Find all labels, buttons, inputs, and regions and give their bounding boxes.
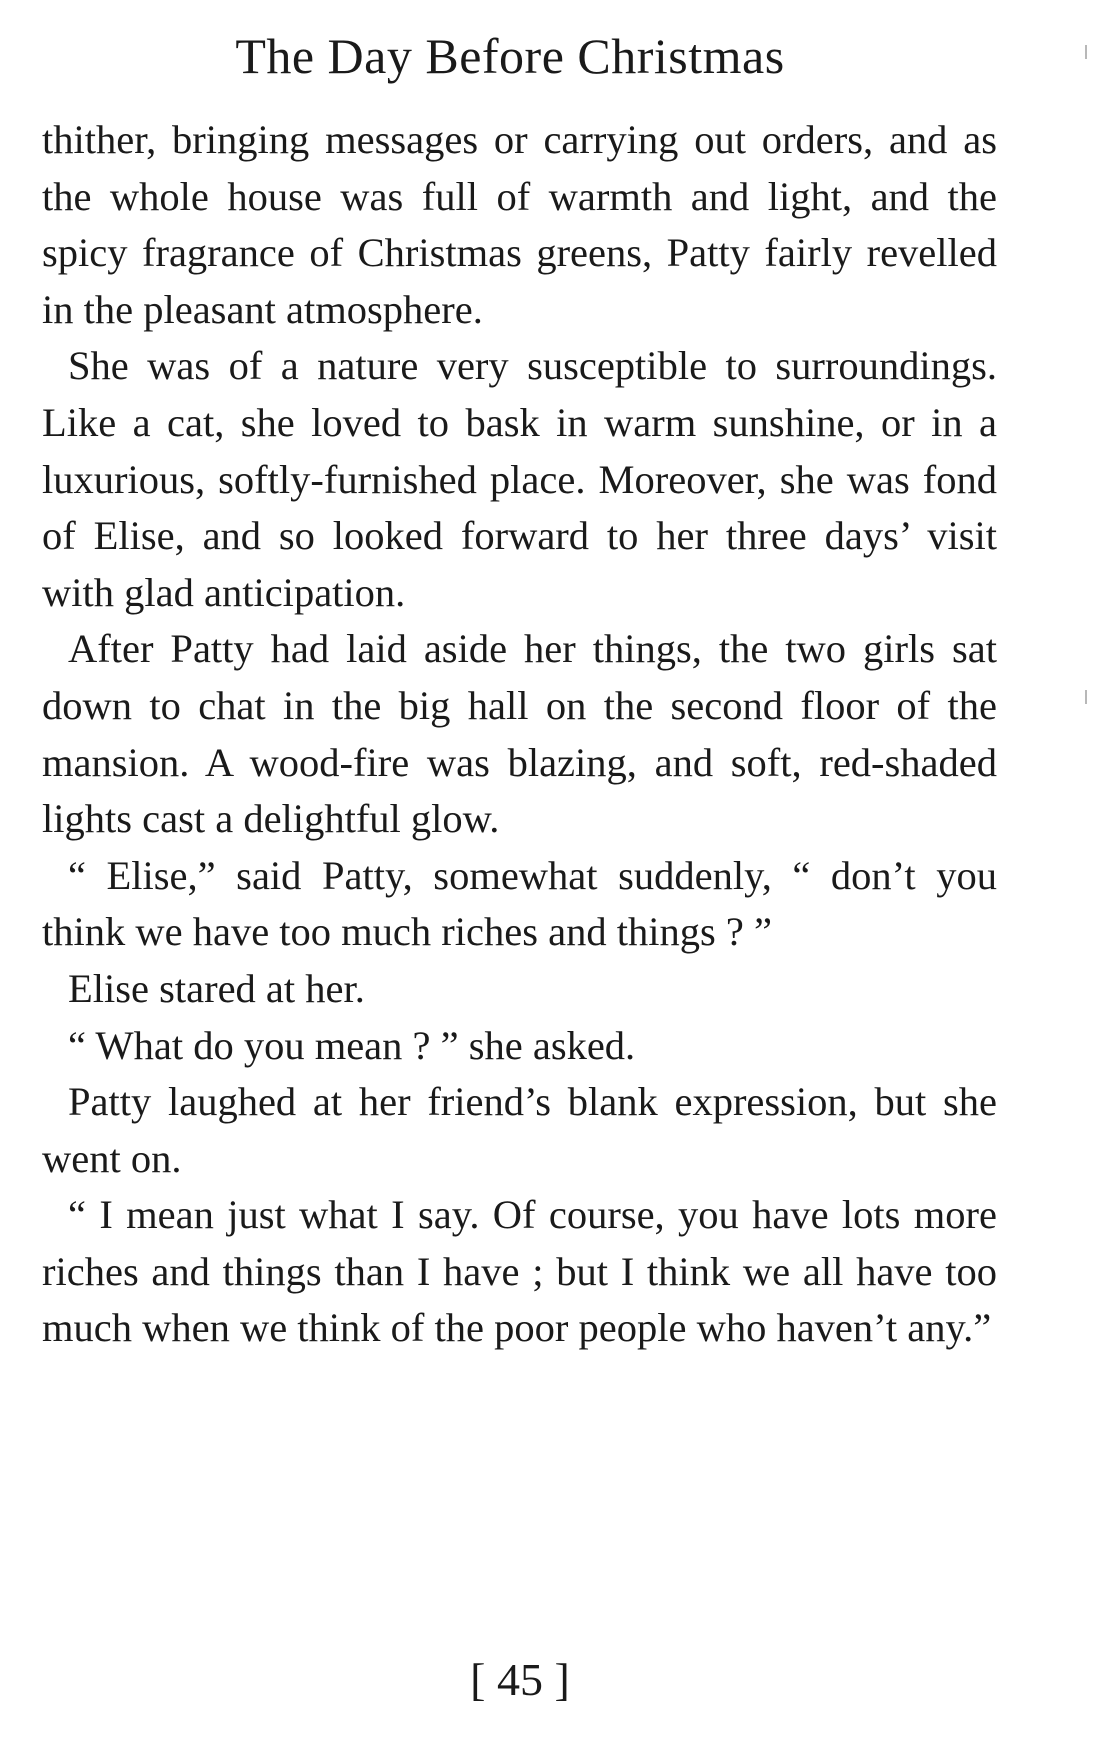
paragraph: “ What do you mean ? ” she asked. — [68, 1022, 636, 1068]
paragraph: Patty laughed at her friend’s blank expression, but she went on. — [42, 1079, 997, 1181]
scan-edge-mark — [1085, 45, 1087, 59]
paragraph: After Patty had laid aside her things, the two girls sat down to chat in the big hall on the second floor of the mansion. A wood-fire was blazing, and soft, red-shaded lights cast a delightful glow. — [42, 626, 997, 842]
paragraph: “ I mean just what I say. Of course, you have lots more riches and things than I have ; but I think we all have too much when we think of the poor people who haven’t any.” — [42, 1192, 997, 1351]
scan-edge-mark — [1085, 690, 1087, 704]
paragraph: She was of a nature very susceptible to surroundings. Like a cat, she loved to bask in warm sunshine, or in a luxurious, softly-furnished place. Moreover, she was fond of Elise, and so looked forward to her three days’ visit with glad anticipation. — [42, 343, 997, 615]
paragraph-continued: thither, bringing messages or carrying out orders, and as the whole house was full of warmth and light, and the spicy fragrance of Christmas greens, Patty fairly revelled in the pleasant atmosphere. — [42, 117, 997, 332]
body-text — [42, 112, 997, 1357]
paragraph: “ Elise,” said Patty, somewhat suddenly, “ don’t you think we have too much riches and things ? ” — [42, 852, 997, 955]
page-number: [ 45 ] — [470, 1654, 570, 1705]
running-head: The Day Before Christmas — [235, 28, 785, 84]
paragraph: Elise stared at her. — [68, 965, 365, 1011]
